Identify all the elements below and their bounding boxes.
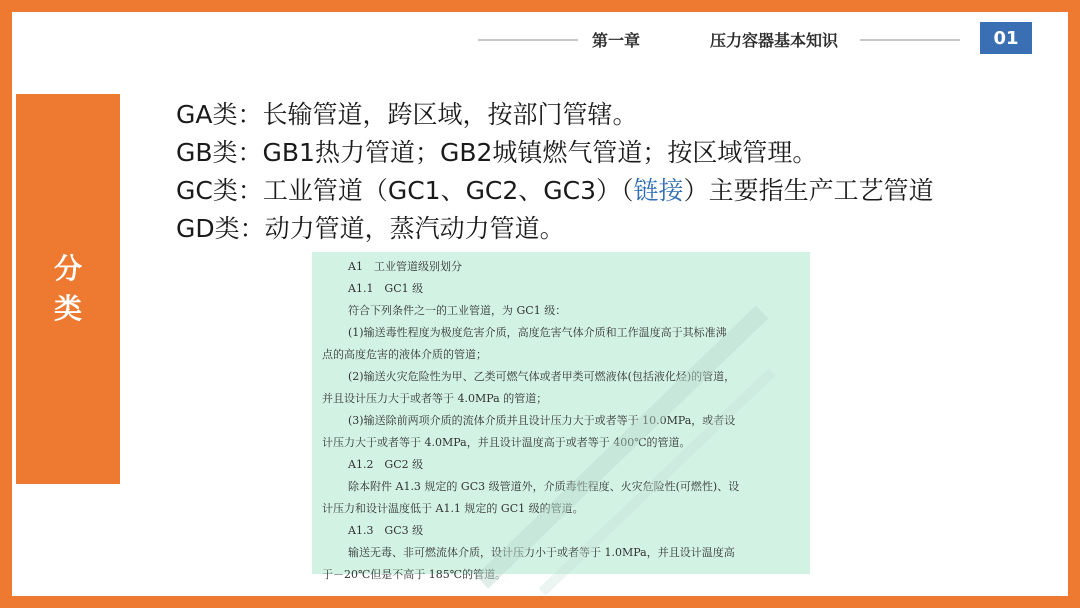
section-label xyxy=(16,94,120,484)
slide-header xyxy=(12,12,1068,72)
section-label-char-1: 分 xyxy=(53,252,82,285)
excerpt-text: 输送无毒、非可燃流体介质，设计压力小于或者等于 1.0MPa，并且设计温度高 xyxy=(348,546,735,559)
topic-title: 压力容器基本知识 xyxy=(710,31,839,50)
excerpt-text: 计压力和设计温度低于 A1.1 规定的 GC1 级的管道。 xyxy=(322,502,584,515)
excerpt-subheading-gc1: A1.1 GC1 级 xyxy=(348,282,424,295)
excerpt-text: 除本附件 A1.3 规定的 GC3 级管道外，介质毒性程度、火灾危险性(可燃性)、设 xyxy=(348,480,740,493)
excerpt-subheading-gc3: A1.3 GC3 级 xyxy=(348,524,424,537)
excerpt-text: 并且设计压力大于或者等于 4.0MPa 的管道； xyxy=(322,392,548,405)
excerpt-text: (2)输送火灾危险性为甲、乙类可燃气体或者甲类可燃液体(包括液化烃)的管道， xyxy=(348,370,736,383)
excerpt-text: 符合下列条件之一的工业管道，为 GC1 级： xyxy=(348,304,567,317)
regulation-excerpt-image xyxy=(312,252,810,581)
section-label-char-2: 类 xyxy=(53,292,82,325)
line-gc-prefix: GC类：工业管道（GC1、GC2、GC3）（ xyxy=(176,176,634,205)
header-divider-left xyxy=(478,39,578,41)
chapter-title: 第一章 xyxy=(592,31,641,50)
excerpt-subheading-gc2: A1.2 GC2 级 xyxy=(348,458,424,471)
gc-link[interactable]: 链接 xyxy=(633,176,684,205)
excerpt-heading: A1 工业管道级别划分 xyxy=(348,260,462,273)
excerpt-text: 点的高度危害的液体介质的管道； xyxy=(322,348,487,361)
excerpt-text: 计压力大于或者等于 4.0MPa，并且设计温度高于或者等于 400℃的管道。 xyxy=(322,436,691,449)
line-gb: GB类：GB1热力管道；GB2城镇燃气管道；按区域管理。 xyxy=(176,138,818,167)
excerpt-text: (3)输送除前两项介质的流体介质并且设计压力大于或者等于 10.0MPa，或者设 xyxy=(348,414,736,427)
slide xyxy=(12,12,1068,596)
line-gd: GD类：动力管道，蒸汽动力管道。 xyxy=(176,214,565,243)
line-ga: GA类：长输管道，跨区域，按部门管辖。 xyxy=(176,100,638,129)
page-number-badge: 01 xyxy=(980,22,1032,54)
line-gc xyxy=(176,172,934,210)
excerpt-text: (1)输送毒性程度为极度危害介质，高度危害气体介质和工作温度高于其标准沸 xyxy=(348,326,727,339)
classification-list xyxy=(176,96,934,248)
header-divider-right xyxy=(860,39,960,41)
line-gc-suffix: ）主要指生产工艺管道 xyxy=(683,176,934,205)
excerpt-text: 于－20℃但是不高于 185℃的管道。 xyxy=(322,568,507,581)
